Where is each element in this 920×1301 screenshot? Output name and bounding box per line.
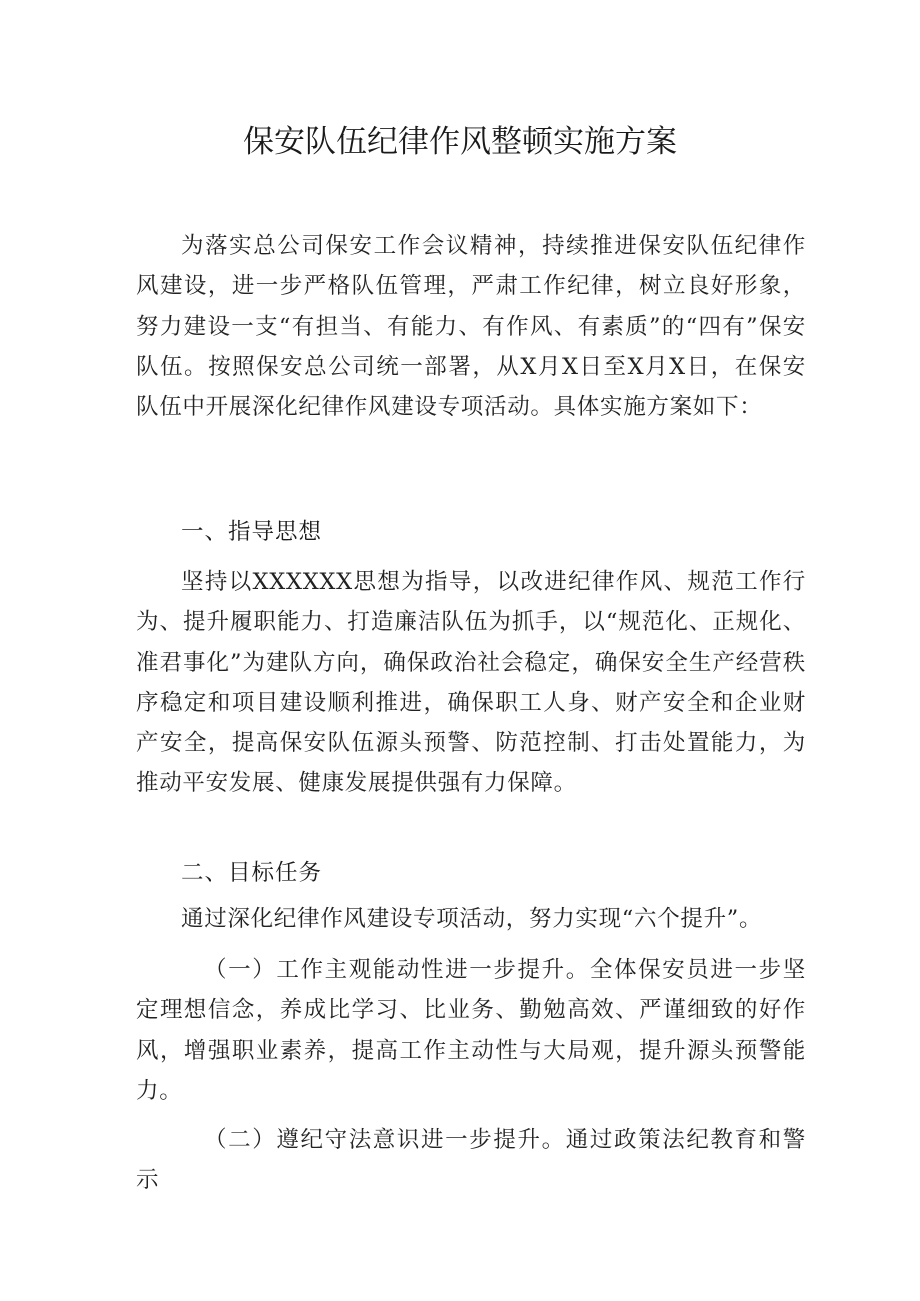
section-1-body: 坚持以XXXXXX思想为指导，以改进纪律作风、规范工作行为、提升履职能力、打造廉洁队伍为抓手，以“规范化、正规化、准君事化”为建队方向，确保政治社会稳定，确保安全生产经营秩序稳定和项目建设顺利推进，确保职工人身、财产安全和企业财产安全，提高保安队伍源头预警、防范控制、打击处置能力，为推动平安发展、健康发展提供强有力保障。 [136, 569, 806, 797]
intro-paragraph: 为落实总公司保安工作会议精神，持续推进保安队伍纪律作风建设，进一步严格队伍管理，严肃工作纪律，树立良好形象，努力建设一支“有担当、有能力、有作风、有素质”的“四有”保安队伍。按照保安总公司统一部署，从X月X日至X月X日，在保安队伍中开展深化纪律作风建设专项活动。具体实施方案如下： [136, 233, 806, 421]
section-2-heading: 二、目标任务 [181, 860, 323, 886]
document-title: 保安队伍纪律作风整顿实施方案 [243, 124, 677, 160]
section-2-item-1: （一）工作主观能动性进一步提升。全体保安员进一步坚定理想信念，养成比学习、比业务、勤勉高效、严谨细致的好作风，增强职业素养，提高工作主动性与大局观，提升源头预警能力。 [136, 957, 806, 1104]
section-2-intro: 通过深化纪律作风建设专项活动，努力实现“六个提升”。 [181, 906, 763, 932]
section-2-item-2: （二）遵纪守法意识进一步提升。通过政策法纪教育和警示 [136, 1127, 806, 1194]
section-1-heading: 一、指导思想 [181, 519, 323, 545]
